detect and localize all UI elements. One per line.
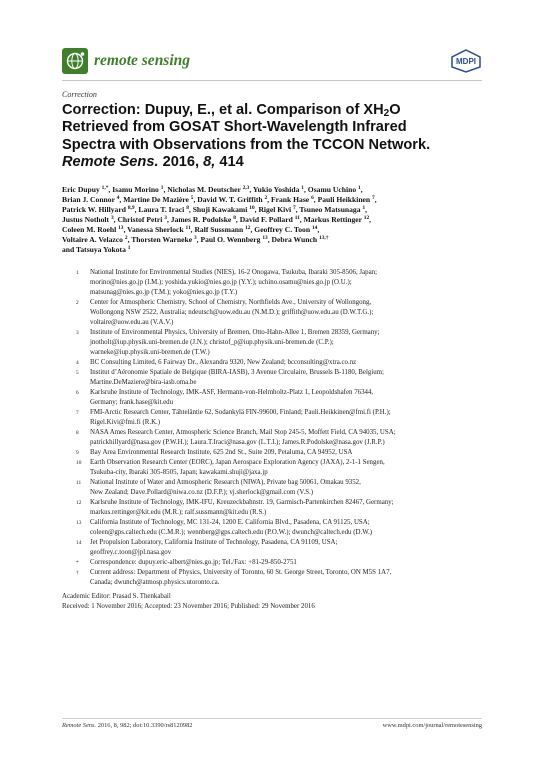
author-name[interactable]: Yukio Yoshida <box>252 185 302 194</box>
author-name[interactable]: James R. Podolske <box>170 215 234 224</box>
mdpi-logo-icon <box>450 49 482 73</box>
header-divider <box>62 80 482 81</box>
author-name[interactable]: Vanessa Sherlock <box>127 225 186 234</box>
author-name[interactable]: David F. Pollard <box>239 215 295 224</box>
affiliation-text: Institute of Environmental Physics, University of Bremen, Otto-Hahn-Allee 1, Bremen 28359, Germany; <box>90 329 380 336</box>
affiliation-number: 10 <box>76 460 82 466</box>
affiliation-text: California Institute of Technology, MC 131-24, 1200 E. California Blvd., Pasadena, CA 91125, USA; <box>90 519 370 526</box>
author-affiliation-marker: 5 <box>190 195 194 201</box>
affiliation-text: matsunag@nies.go.jp (T.M.); yoko@nies.go.jp (T.Y.) <box>90 289 238 296</box>
author-affiliation-marker: 7 <box>293 205 296 211</box>
affiliation-number: * <box>76 560 79 566</box>
author-affiliation-marker: 13,† <box>318 235 329 241</box>
author-affiliation-marker: 11 <box>294 215 300 221</box>
author-name[interactable]: David W. T. Griffith <box>197 195 265 204</box>
author-affiliation-marker: 12 <box>363 215 370 221</box>
affiliation-item <box>76 358 482 368</box>
author-line: Justus Notholt $^3$, Christof Petri $^3$, James R. Podolske $^8$, David F. Pollard $^{11}$, Markus Rettinger $^{12}$, <box>62 215 372 224</box>
author-line <box>62 245 482 255</box>
affiliation-number: 13 <box>76 520 82 526</box>
author-affiliation-marker: 8,9 <box>127 205 135 211</box>
author-affiliation-marker: 8 <box>186 205 189 211</box>
author-affiliation-marker: 1 <box>362 205 366 211</box>
author-line: Voltaire A. Velazco $^2$, Thorsten Warneke $^3$, Paul O. Wennberg $^{13}$, Debra Wunch $^{13,\dagger}$ <box>62 235 329 244</box>
author-affiliation-marker: 1 <box>160 185 164 191</box>
author-affiliation-marker: 4 <box>116 195 120 201</box>
footer-journal-url[interactable]: www.mdpi.com/journal/remotesensing <box>382 722 482 729</box>
affiliation-number: 8 <box>76 430 79 436</box>
author-name[interactable]: Tsuneo Matsunaga <box>299 205 363 214</box>
author-affiliation-marker: 8 <box>233 215 236 221</box>
affiliation-item <box>76 478 482 498</box>
author-name[interactable]: Debra Wunch <box>271 235 319 244</box>
author-affiliation-marker: 3 <box>110 215 114 221</box>
footer-citation: Remote Sens. 2016, 8, 982; doi:10.3390/rs8120982 <box>62 722 193 729</box>
author-affiliation-marker: 6 <box>311 195 314 201</box>
affiliation-item <box>76 368 482 388</box>
affiliation-text: voltaire@uow.edu.au (V.A.V.) <box>90 319 174 326</box>
author-line: Eric Dupuy $^{1,*}$, Isamu Morino $^1$, Nicholas M. Deutscher $^{2,3}$, Yukio Yoshida $^1$, Osamu Uchino $^1$, <box>62 185 363 194</box>
author-affiliation-marker: 7 <box>372 195 375 201</box>
author-name[interactable]: Ralf Sussmann <box>194 225 246 234</box>
affiliation-text: Karlsruhe Institute of Technology, IMK-ASF, Hermann-von-Helmholtz-Platz 1, Leopoldshafen 76344, <box>90 389 374 396</box>
author-affiliation-marker: 10 <box>249 205 255 211</box>
author-affiliation-marker: 1,* <box>101 185 109 191</box>
author-affiliation-marker: 3 <box>164 215 167 221</box>
affiliation-item <box>76 458 482 478</box>
affiliation-number: 7 <box>76 410 79 416</box>
author-affiliation-marker: 1 <box>301 185 304 191</box>
affiliation-text: Tsukuba-city, Ibaraki 305-8505, Japan; kawakami.shuji@jaxa.jp <box>90 469 268 476</box>
affiliation-number: 9 <box>76 450 79 456</box>
author-affiliation-marker: 2 <box>124 235 128 241</box>
author-name[interactable]: Coleen M. Roehl <box>62 225 119 234</box>
affiliation-item <box>76 538 482 558</box>
affiliation-text: Correspondence: dupuy.eric-albert@nies.go.jp; Tel./Fax: +81-29-850-2751 <box>90 559 297 566</box>
affiliation-text: Karlsruhe Institute of Technology, IMK-IFU, Kreuzeckbahnstr. 19, Garmisch-Partenkirchen 82467, Germany; <box>90 499 394 506</box>
affiliation-text: coleen@gps.caltech.edu (C.M.R.); wennberg@gps.caltech.edu (P.O.W.); dwunch@caltech.edu (D.W.) <box>90 529 373 536</box>
affiliation-text: Bay Area Environmental Research Institute, 625 2nd St., Suite 209, Petaluma, CA 94952, USA <box>90 449 353 456</box>
author-name[interactable]: Markus Rettinger <box>303 215 364 224</box>
affiliation-text: patrickhillyard@nasa.gov (P.W.H.); Laura.T.Iraci@nasa.gov (L.T.I.); James.R.Podolske@nasa.gov (J.R.P.) <box>90 439 385 446</box>
author-name[interactable]: Voltaire A. Velazco <box>62 235 125 244</box>
author-affiliation-marker: 11 <box>185 225 191 231</box>
author-affiliation-marker: 1 <box>127 245 131 251</box>
author-name[interactable]: Christof Petri <box>117 215 165 224</box>
author-affiliation-marker: 3 <box>193 235 197 241</box>
affiliation-item <box>76 408 482 428</box>
affiliation-number: 11 <box>76 480 82 486</box>
affiliation-text: warneke@iup.physik.uni-bremen.de (T.W.) <box>90 349 210 356</box>
affiliation-text: National Institute of Water and Atmospheric Research (NIWA), Private bag 50061, Omakau 9352, <box>90 479 361 486</box>
affiliation-text: Jet Propulsion Laboratory, California Institute of Technology, Pasadena, CA 91109, USA; <box>90 539 338 546</box>
author-list <box>62 185 482 255</box>
author-name[interactable]: Laura T. Iraci <box>138 205 187 214</box>
title-line-2: Retrieved from GOSAT Short-Wavelength Infrared <box>62 119 407 136</box>
affiliation-item <box>76 298 482 328</box>
author-affiliation-marker: 1 <box>358 185 361 191</box>
academic-editor: Academic Editor: Prasad S. Thenkabail <box>62 593 171 600</box>
author-name[interactable]: Justus Notholt <box>62 215 111 224</box>
author-name[interactable]: Osamu Uchino <box>307 185 359 194</box>
author-affiliation-marker: 14 <box>311 225 318 231</box>
affiliation-text: Canada; dwunch@atmosp.physics.utoronto.ca. <box>90 579 220 586</box>
author-name[interactable]: Brian J. Connor <box>62 195 117 204</box>
affiliation-text: markus.rettinger@kit.edu (M.R.); ralf.sussmann@kit.edu (R.S.) <box>90 509 267 516</box>
affiliation-text: Rigel.Kivi@fmi.fi (R.K.) <box>90 419 161 426</box>
journal-name: remote sensing <box>94 52 191 69</box>
affiliation-item <box>76 498 482 518</box>
author-name[interactable]: Geoffrey C. Toon <box>254 225 312 234</box>
author-affiliation-marker: 13 <box>118 225 124 231</box>
affiliation-text: New Zealand; Dave.Pollard@niwa.co.nz (D.F.P.); vj.sherlock@gmail.com (V.S.) <box>90 489 314 496</box>
affiliation-text: National Institute for Environmental Studies (NIES), 16-2 Onogawa, Tsukuba, Ibaraki 305-8506, Japan; <box>90 269 378 276</box>
affiliation-item <box>76 328 482 358</box>
title-line-4: Remote Sens. 2016, 8, 414 <box>62 154 244 171</box>
affiliation-item <box>76 558 482 568</box>
article-meta <box>62 592 482 612</box>
affiliation-text: Center for Atmospheric Chemistry, School of Chemistry, Northfields Ave., University of Wollongong, <box>90 299 372 306</box>
author-affiliation-marker: 12 <box>245 225 251 231</box>
affiliation-item <box>76 518 482 538</box>
author-name[interactable]: and Tatsuya Yokota <box>62 245 128 254</box>
affiliation-number: 1 <box>76 270 79 276</box>
author-affiliation-marker: 13 <box>262 235 268 241</box>
affiliation-item <box>76 568 482 588</box>
title-line-1: Correction: Dupuy, E., et al. Comparison of $XH_2O$ <box>62 102 401 119</box>
affiliation-text: NASA Ames Research Center, Atmospheric Science Branch, Mail Stop 245-5, Moffett Field, CA 94035, USA; <box>90 429 396 436</box>
affiliation-number: 5 <box>76 370 79 376</box>
publisher-name: MDPI <box>456 57 476 66</box>
affiliation-text: geoffrey.c.toon@jpl.nasa.gov <box>90 549 172 556</box>
publication-dates: Received: 1 November 2016; Accepted: 23 November 2016; Published: 29 November 2016 <box>62 603 315 610</box>
affiliation-text: jnotholt@iup.physik.uni-bremen.de (J.N.); christof_p@iup.physik.uni-bremen.de (C.P.); <box>90 339 334 346</box>
journal-header <box>62 48 482 74</box>
affiliation-number: 6 <box>76 390 79 396</box>
author-line: Coleen M. Roehl $^{13}$, Vanessa Sherlock $^{11}$, Ralf Sussmann $^{12}$, Geoffrey C. Toon $^{14}$, <box>62 225 320 234</box>
author-name[interactable]: Frank Hase <box>271 195 312 204</box>
title-line-3: Spectra with Observations from the TCCON Network. <box>62 136 431 153</box>
author-name[interactable]: Paul O. Wennberg <box>200 235 263 244</box>
affiliation-item <box>76 268 482 298</box>
affiliation-text: BC Consulting Limited, 6 Fairway Dr., Alexandra 9320, New Zealand; bcconsulting@xtra.co.nz <box>90 359 357 366</box>
author-name[interactable]: Pauli Heikkinen <box>317 195 373 204</box>
affiliation-list <box>76 268 482 588</box>
author-name[interactable]: Patrick W. Hillyard <box>62 205 128 214</box>
affiliation-text: Earth Observation Research Center (EORC), Japan Aerospace Exploration Agency (JAXA), 2-1-1 Sengen, <box>90 459 385 466</box>
affiliation-number: 4 <box>76 360 79 366</box>
footer-divider <box>62 718 482 719</box>
affiliation-item <box>76 428 482 448</box>
author-name[interactable]: Rigel Kivi <box>258 205 294 214</box>
page-title <box>62 102 482 172</box>
affiliation-text: Martine.DeMaziere@bira-iasb.oma.be <box>90 379 197 386</box>
author-name[interactable]: Isamu Morino <box>112 185 161 194</box>
remote-sensing-logo-icon <box>62 48 88 74</box>
author-name[interactable]: Shuji Kawakami <box>192 205 250 214</box>
author-name[interactable]: Thorsten Warneke <box>131 235 194 244</box>
affiliation-text: FMI-Arctic Research Center, Tähteläntie 62, Sodankylä FIN-99600, Finland; Pauli.Heikkinen@fmi.fi (P.H.); <box>90 409 391 416</box>
affiliation-text: Institut d’Aéronomie Spatiale de Belgique (BIRA-IASB), 3 Avenue Circulaire, Brussels B-1180, Belgium; <box>90 369 384 376</box>
affiliation-item <box>76 388 482 408</box>
affiliation-number: 14 <box>76 540 82 546</box>
affiliation-number: 12 <box>76 500 82 506</box>
affiliation-number: † <box>76 570 79 576</box>
author-name[interactable]: Martine De Mazière <box>123 195 191 204</box>
author-name[interactable]: Eric Dupuy <box>62 185 102 194</box>
author-line: Patrick W. Hillyard $^{8,9}$, Laura T. Iraci $^8$, Shuji Kawakami $^{10}$, Rigel Kivi $^7$, Tsuneo Matsunaga $^1$, <box>62 205 368 214</box>
author-line: Brian J. Connor $^4$, Martine De Mazière $^5$, David W. T. Griffith $^2$, Frank Hase $^6$, Pauli Heikkinen $^7$, <box>62 195 377 204</box>
author-name[interactable]: Nicholas M. Deutscher <box>167 185 243 194</box>
affiliation-text: Germany; frank.hase@kit.edu <box>90 399 174 406</box>
affiliation-item <box>76 448 482 458</box>
affiliation-text: morino@nies.go.jp (I.M.); yoshida.yukio@nies.go.jp (Y.Y.); uchino.osamu@nies.go.jp (O.U.); <box>90 279 352 286</box>
author-affiliation-marker: 2 <box>264 195 268 201</box>
affiliation-text: Current address: Department of Physics, University of Toronto, 60 St. George Street, Toronto, ON M5S 1A7, <box>90 569 392 576</box>
author-affiliation-marker: 2,3 <box>242 185 250 191</box>
article-type: Correction <box>62 90 97 99</box>
affiliation-number: 2 <box>76 300 79 306</box>
affiliation-number: 3 <box>76 330 79 336</box>
affiliation-text: Wollongong NSW 2522, Australia; ndeutsch@uow.edu.au (N.M.D.); griffith@uow.edu.au (D.W.T.G.); <box>90 309 374 316</box>
